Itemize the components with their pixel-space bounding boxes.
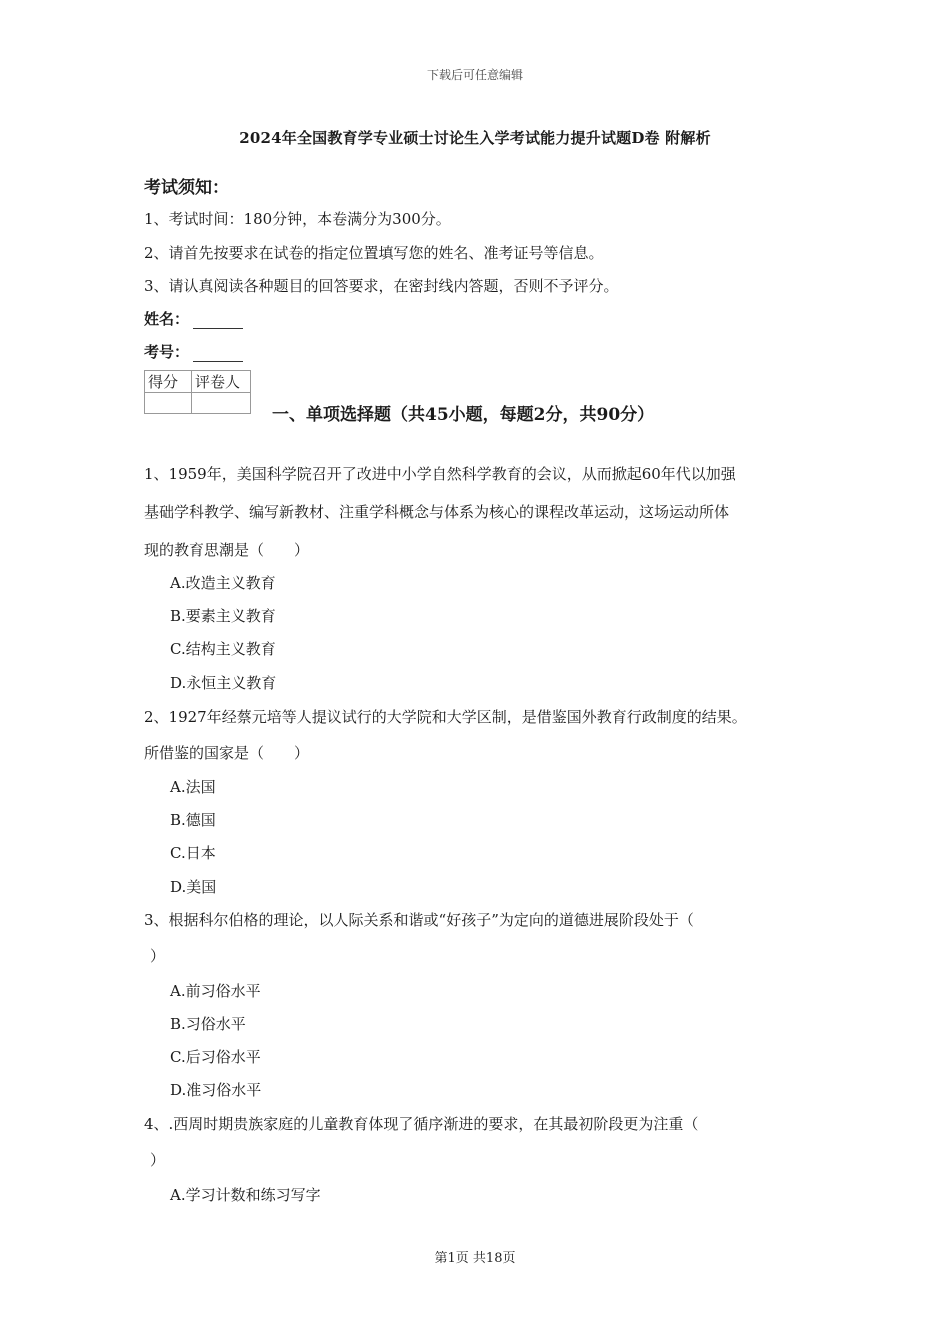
page-footer: 第1页 共18页 [434,1251,516,1266]
question-3-option-d: D.准习俗水平 [170,1081,262,1099]
question-1-line: 基础学科教学、编写新教材、注重学科概念与体系为核心的课程改革运动，这场运动所体 [144,503,730,521]
document-title: 2024年全国教育学专业硕士讨论生入学考试能力提升试题D卷 附解析 [239,129,711,147]
question-2-line: 所借鉴的国家是（ ） [144,744,310,762]
question-2-option-b: B.德国 [170,811,216,829]
question-3-option-b: B.习俗水平 [170,1015,246,1033]
score-cell [145,393,192,414]
question-2-option-a: A.法国 [170,778,216,796]
header-note: 下载后可任意编辑 [426,68,523,82]
notice-heading: 考试须知： [144,178,229,198]
name-label: 姓名： [144,310,190,328]
grader-cell [192,393,251,414]
question-1-option-d: D.永恒主义教育 [170,674,277,692]
question-2-option-c: C.日本 [170,844,216,862]
question-1-option-a: A.改造主义教育 [170,574,276,592]
notice-item: 3、请认真阅读各种题目的回答要求，在密封线内答题，否则不予评分。 [144,277,619,295]
name-field [144,308,243,329]
notice-item: 2、请首先按要求在试卷的指定位置填写您的姓名、准考证号等信息。 [144,244,604,262]
question-3-line: 3、根据科尔伯格的理论，以人际关系和谐或“好孩子”为定向的道德进展阶段处于（ [144,911,694,929]
exam-id-label: 考号： [144,343,190,361]
exam-id-field [144,341,243,362]
score-header: 得分 [145,371,192,393]
question-3-line: ） [150,947,166,965]
question-3-option-c: C.后习俗水平 [170,1048,261,1066]
question-4-line: 4、.西周时期贵族家庭的儿童教育体现了循序渐进的要求，在其最初阶段更为注重（ [144,1115,699,1133]
notice-item: 1、考试时间：180分钟，本卷满分为300分。 [144,210,451,228]
question-2-line: 2、1927年经蔡元培等人提议试行的大学院和大学区制，是借鉴国外教育行政制度的结果。 [144,708,747,726]
section-title: 一、单项选择题（共45小题，每题2分，共90分） [272,405,655,425]
score-table [144,370,251,414]
question-1-line: 1、1959年，美国科学院召开了改进中小学自然科学教育的会议，从而掀起60年代以加强 [144,465,736,483]
question-1-option-b: B.要素主义教育 [170,607,276,625]
exam-id-blank [193,345,243,362]
question-4-line: ） [150,1151,166,1169]
name-blank [193,312,243,329]
question-1-line: 现的教育思潮是（ ） [144,541,310,559]
question-4-option-a: A.学习计数和练习写字 [170,1186,321,1204]
question-2-option-d: D.美国 [170,878,217,896]
question-3-option-a: A.前习俗水平 [170,982,261,1000]
question-1-option-c: C.结构主义教育 [170,640,276,658]
grader-header: 评卷人 [192,371,251,393]
